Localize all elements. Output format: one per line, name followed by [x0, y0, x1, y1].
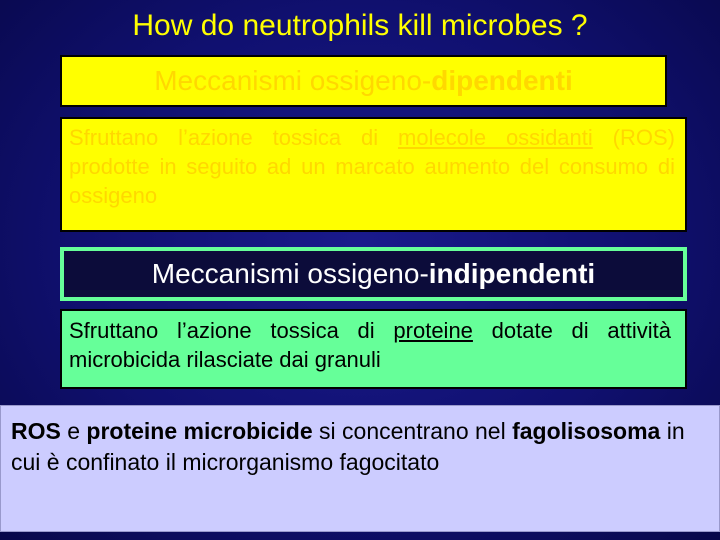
- summary-text-3: in cui è confinato il microrganismo fagocitato: [11, 418, 685, 475]
- summary-box: [0, 405, 720, 532]
- summary-proteine: proteine microbicide: [86, 418, 313, 444]
- slide-title: How do neutrophils kill microbes ?: [132, 9, 588, 42]
- summary-text-1: e: [60, 418, 87, 444]
- oxygen-independent-heading: [60, 247, 687, 301]
- oxygen-independent-description: [60, 309, 687, 389]
- heading-bold-word: indipendenti: [428, 258, 596, 289]
- heading-bold-word: dipendenti: [431, 65, 573, 96]
- description-text-cont: (ROS) prodotte in seguito ad un marcato aumento del consumo di ossigeno: [69, 125, 675, 208]
- summary-fagolisosoma: fagolisosoma: [512, 418, 661, 444]
- oxygen-dependent-description: [60, 117, 687, 232]
- summary-ros: ROS: [11, 418, 61, 444]
- summary-text-2: si concentrano nel: [312, 418, 513, 444]
- molecole-ossidanti-link: molecole ossidanti: [398, 125, 593, 150]
- proteine-link: proteine: [393, 318, 473, 343]
- description-text-cont: dotate di attività microbicida rilasciate dai granuli: [69, 318, 671, 372]
- description-text: Sfruttano l’azione tossica di: [69, 318, 394, 343]
- oxygen-dependent-heading: [60, 55, 667, 107]
- heading-prefix: Meccanismi ossigeno-: [154, 65, 432, 96]
- heading-prefix: Meccanismi ossigeno-: [151, 258, 429, 289]
- description-text: Sfruttano l’azione tossica di: [69, 125, 399, 150]
